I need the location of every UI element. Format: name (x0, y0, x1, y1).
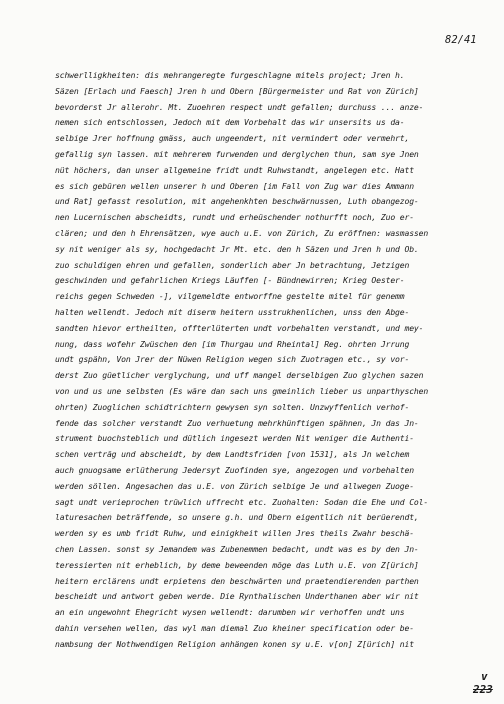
text-line: nüt höchers, dan unser allgemeine fridt undt Ruhwstandt, angelegen etc. Hatt (55, 164, 414, 175)
text-line: bevorderst Jr allerohr. Mt. Zuoehren respect undt gefallen; durchuss ... anze- (55, 101, 424, 112)
text-line: Säzen [Erlach und Faesch] Jren h und Obern [Bürgermeister und Rat von Zürich] (55, 85, 419, 96)
text-line: fende das solcher verstandt Zuo verhuetung mehrkhünftigen spähnen, Jn das Jn- (55, 417, 419, 428)
text-line: derst Zuo güetlicher verglychung, und uff mangel derselbigen Zuo glychen sazen (55, 370, 424, 381)
text-line: nemen sich entschlossen, Jedoch mit dem Vorbehalt das wir unsersits us da- (55, 117, 405, 128)
text-line: sy nit weniger als sy, hochgedacht Jr Mt. etc. den h Säzen und Jren h und Ob. (55, 243, 419, 254)
text-line: und Rat] gefasst resolution, mit angehenkhten beschwärnussen, Luth obangezog- (55, 196, 419, 207)
text-line: geschwinden und gefahrlichen Kriegs Läuffen [- Bündnewirren; Krieg Oester- (55, 275, 405, 286)
text-line: zuo schuldigen ehren und gefallen, sonderlich aber Jn betrachtung, Jetzigen (55, 259, 410, 270)
text-line: von und us une selbsten (Es wäre dan sach uns gmeinlich lieber us unparthyschen (55, 386, 429, 396)
text-line: clären; und den h Ehrensätzen, wye auch u.E. von Zürich, Zu eröffnen: wasmassen (55, 228, 429, 238)
text-line: an ein ungewohnt Ehegricht wysen wellendt: darumben wir verhoffen undt uns (55, 607, 405, 618)
margin-annotation (473, 670, 493, 696)
text-line: dahin versehen wellen, das wyl man diemal Zuo kheiner specification oder be- (55, 623, 414, 633)
text-line: reichs gegen Schweden -], vilgemeldte entworffne gestelte mitel für genemm (55, 291, 405, 302)
text-line: sagt undt verieprochen trüwlich uffrecht etc. Zuohalten: Sodan die Ehe und Col- (55, 496, 429, 507)
text-line: bescheidt und antwort geben werde. Die Rynthalischen Underthanen aber wir nit (55, 591, 419, 602)
text-line: selbige Jrer hoffnung gmäss, auch ungeendert, nit vermindert oder vermehrt, (55, 133, 410, 144)
text-line: halten wellendt. Jedoch mit diserm heitern usstrukhenlichen, unss den Abge- (55, 307, 410, 317)
text-line: undt gspähn, Von Jrer der Nüwen Religion wegen sich Zuotragen etc., sy vor- (55, 354, 410, 365)
text-line: strument buochsteblich und dütlich ingesezt werden Nit weniger die Authenti- (55, 433, 414, 444)
text-line: auch gnuogsame erlütherung Jedersyt Zuofinden sye, angezogen und vorbehalten (55, 465, 414, 475)
text-line: chen Lassen. sonst sy Jemandem was Zubenemmen bedacht, undt was es by den Jn- (55, 544, 419, 554)
text-line: werden söllen. Angesachen das u.E. von Zürich selbige Je und allwegen Zuoge- (55, 480, 414, 491)
text-line: schwerlligkheiten: dis mehrangeregte furgeschlagne mitels project; Jren h. (55, 70, 405, 80)
text-line: nen Lucernischen abscheidts, rundt und erheüschender nothurfft noch, Zuo er- (55, 212, 414, 223)
text-line: gefallig syn lassen. mit mehrerem furwenden und derglychen thun, sam sye Jnen (55, 149, 419, 159)
check-mark: v (481, 670, 488, 683)
text-line: sandten hievor ertheilten, offterlüterten undt vorbehalten verstandt, und mey- (55, 322, 424, 333)
text-line: nung, dass wofehr Zwüschen den [im Thurgau und Rheintal] Reg. ohrten Jrrung (55, 338, 410, 349)
text-line: es sich gebüren wellen unserer h und Oberen [im Fall von Zug war dies Ammann (55, 180, 414, 191)
text-line: werden sy es umb fridt Ruhw, und einigkheit willen Jres theils Zwahr beschä- (55, 528, 414, 539)
text-line: nambsung der Nothwendigen Religion anhängen konen sy u.E. v[on] Z[ürich] nit (55, 638, 414, 649)
text-line: heitern erclärens undt erpietens den beschwärten und praetendierenden parthen (55, 575, 419, 586)
page-number: 82/41 (445, 34, 477, 46)
text-line: teressierten nit erheblich, by deme beweenden möge das Luth u.E. von Z[ürich] (55, 559, 419, 570)
text-line: ohrten) Zuoglichen schidtrichtern gewysen syn solten. Unzwyffenlich verhof- (55, 401, 410, 412)
text-line: laturesachen beträffende, so unsere g.h. und Obern eigentlich nit berüerendt, (55, 512, 419, 523)
text-line: schen verträg und abscheidt, by dem Landtsfriden [von 1531], als Jn welchem (55, 449, 410, 460)
archive-number: 223 (473, 683, 493, 696)
